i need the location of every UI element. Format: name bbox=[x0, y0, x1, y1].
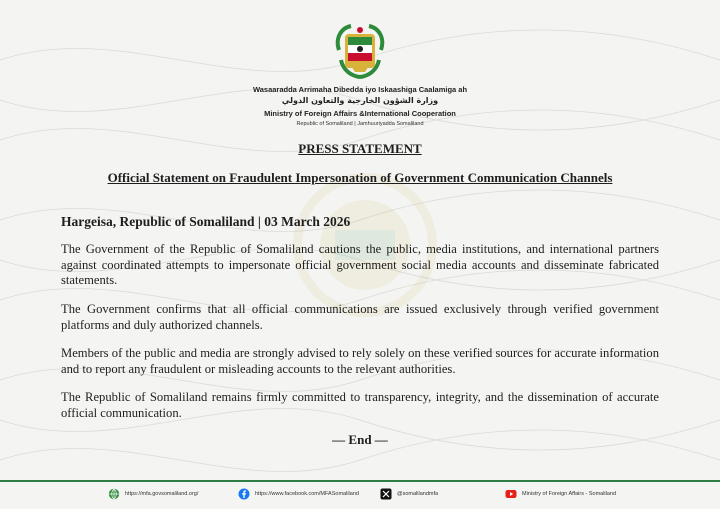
x-handle[interactable]: @somalilandmfa bbox=[397, 491, 439, 497]
youtube-channel[interactable]: Ministry of Foreign Affairs - Somaliland bbox=[522, 491, 617, 497]
republic-line: Republic of Somaliland | Jamhuuriyadda Somaliland bbox=[296, 121, 424, 127]
end-marker: — End — bbox=[332, 432, 388, 447]
ministry-name-somali: Wasaaradda Arrimaha Dibedda iyo Iskaashiga Caalamiga ah bbox=[252, 85, 468, 94]
ministry-name-english: Ministry of Foreign Affairs &International Cooperation bbox=[264, 109, 456, 118]
footer-youtube[interactable] bbox=[505, 488, 616, 500]
body-paragraph-2: The Government confirms that all official communications are issued exclusively through verified government platforms and duly authorized channels. bbox=[61, 302, 659, 332]
facebook-url[interactable]: https://www.facebook.com/MFASomaliland bbox=[255, 491, 359, 497]
youtube-icon bbox=[505, 488, 517, 500]
website-url[interactable]: https://mfa.govsomaliland.org/ bbox=[125, 491, 199, 497]
x-icon bbox=[380, 488, 392, 500]
press-statement-heading: PRESS STATEMENT bbox=[298, 141, 422, 156]
coat-of-arms-emblem bbox=[331, 20, 389, 80]
footer-facebook[interactable] bbox=[238, 488, 359, 500]
facebook-icon bbox=[238, 488, 250, 500]
statement-title: Official Statement on Fraudulent Impersonation of Government Communication Channels bbox=[107, 170, 613, 185]
footer-contacts bbox=[0, 486, 720, 504]
footer-x[interactable] bbox=[380, 488, 438, 500]
body-paragraph-1: The Government of the Republic of Somaliland cautions the public, media institutions, and international partners against coordinated attempts to impersonate official government social media accounts and disseminate fabricated statements. bbox=[61, 242, 659, 287]
dateline: Hargeisa, Republic of Somaliland | 03 March 2026 bbox=[61, 214, 351, 229]
body-paragraph-4: The Republic of Somaliland remains firmly committed to transparency, integrity, and the dissemination of accurate official communication. bbox=[61, 390, 659, 420]
footer-website[interactable] bbox=[108, 488, 198, 500]
footer-divider bbox=[0, 480, 720, 482]
body-paragraph-3: Members of the public and media are strongly advised to rely solely on these verified sources for accurate information and to report any fraudulent or misleading accounts to the relevant authorities. bbox=[61, 346, 659, 376]
globe-icon bbox=[108, 488, 120, 500]
ministry-name-arabic: وزارة الشؤون الخارجية والتعاون الدولي bbox=[281, 96, 439, 105]
